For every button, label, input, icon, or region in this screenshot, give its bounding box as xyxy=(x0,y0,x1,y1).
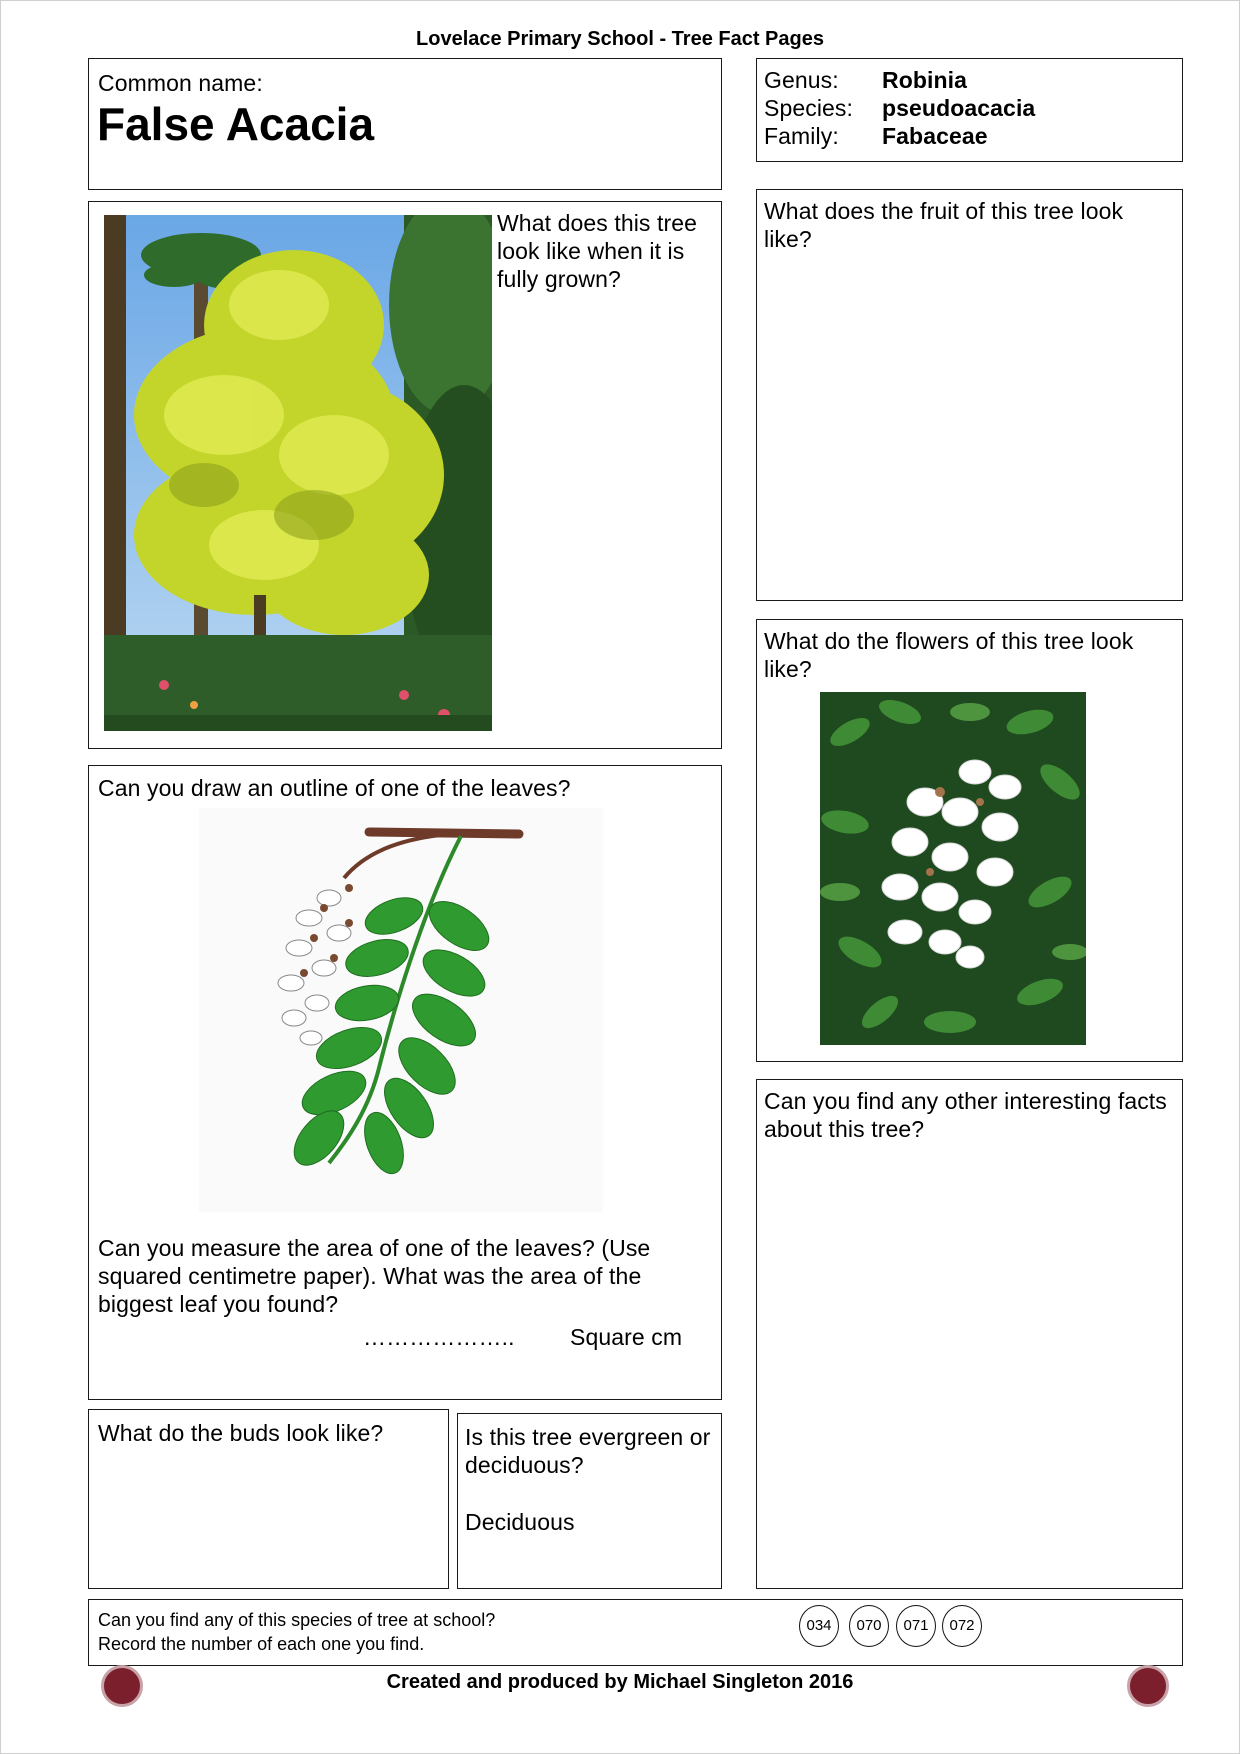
facts-box xyxy=(756,1079,1183,1589)
family-value: Fabaceae xyxy=(882,123,988,149)
leaf-area-dots: ……………….. xyxy=(363,1324,515,1350)
page-header: Lovelace Primary School - Tree Fact Pages xyxy=(416,28,824,50)
genus-label: Genus: xyxy=(764,67,839,93)
fully-grown-box xyxy=(88,201,722,749)
leaf-illustration xyxy=(199,808,603,1212)
flowers-photo xyxy=(820,692,1086,1045)
evergreen-box xyxy=(457,1413,722,1589)
flowers-box xyxy=(756,619,1183,1062)
common-name-title: False Acacia xyxy=(97,98,375,150)
leaves-question: Can you draw an outline of one of the leaves? xyxy=(98,775,571,801)
fully-grown-question: What does this tree look like when it is fully grown? xyxy=(497,210,698,292)
school-count-box xyxy=(88,1599,1183,1666)
footer-credit: Created and produced by Michael Singleton 2016 xyxy=(386,1671,854,1693)
fruit-box xyxy=(756,189,1183,601)
species-label: Species: xyxy=(764,95,854,121)
leaf-area-unit: Square cm xyxy=(570,1324,683,1350)
evergreen-answer: Deciduous xyxy=(465,1509,575,1535)
leaves-box xyxy=(88,765,722,1400)
taxonomy-box xyxy=(756,58,1183,162)
fruit-question: What does the fruit of this tree look like? xyxy=(764,198,1124,252)
common-name-box xyxy=(88,58,722,190)
school-logo-right-icon xyxy=(1127,1665,1169,1707)
common-name-label: Common name: xyxy=(98,70,263,96)
species-value: pseudoacacia xyxy=(882,95,1036,121)
tree-photo xyxy=(104,215,492,731)
buds-box xyxy=(88,1409,449,1589)
leaf-area-question: Can you measure the area of one of the leaves? (Use squared centimetre paper). What was the area of the biggest leaf you found? xyxy=(98,1235,651,1317)
evergreen-question: Is this tree evergreen or deciduous? xyxy=(465,1424,711,1478)
facts-question: Can you find any other interesting facts about this tree? xyxy=(764,1088,1167,1142)
tree-number-badge: 071 xyxy=(896,1605,936,1647)
school-count-line1: Can you find any of this species of tree at school? xyxy=(98,1610,496,1630)
tree-number-badge: 070 xyxy=(849,1605,889,1647)
tree-number-badge: 034 xyxy=(799,1605,839,1647)
tree-number-badge: 072 xyxy=(942,1605,982,1647)
family-label: Family: xyxy=(764,123,839,149)
school-count-line2: Record the number of each one you find. xyxy=(98,1634,425,1654)
genus-value: Robinia xyxy=(882,67,968,93)
buds-question: What do the buds look like? xyxy=(98,1420,384,1446)
flowers-question: What do the flowers of this tree look like? xyxy=(764,628,1134,682)
